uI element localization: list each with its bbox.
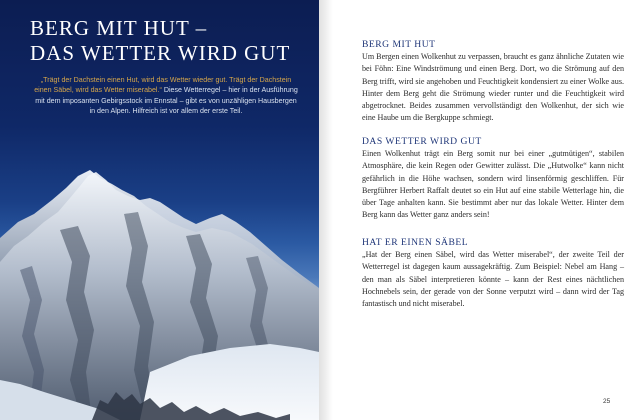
section-das-wetter-wird-gut [362, 136, 624, 222]
section-body: „Hat der Berg einen Säbel, wird das Wetter miserabel“, der zweite Teil der Wetterregel ist dagegen kaum aussagekräftig. Zum Beispiel: Nebel am Hang – den man als Säbel interpretieren könnte – kann der Rest eines nächtlichen Hochnebels sein, der gerade von der Sonne verputzt wird – dann wird der Tag fantastisch und nicht miserabel. [362, 250, 624, 309]
right-page [319, 0, 638, 420]
title-line-1: BERG MIT HUT – [30, 16, 208, 40]
weather-rule-quote [32, 75, 300, 116]
section-heading: HAT ER EINEN SÄBEL [362, 237, 469, 248]
quote-rule-text: „Trägt der Dachstein einen Hut, wird das Wetter wieder gut. Trägt der Dachstein einen Säbel, wird das Wetter miserabel.“ [34, 76, 292, 95]
section-heading: DAS WETTER WIRD GUT [362, 136, 482, 147]
section-hat-er-einen-saebel [362, 237, 624, 310]
page-number: 25 [603, 398, 611, 405]
section-body: Einen Wolkenhut trägt ein Berg somit nur bei einer „gutmütigen“, stabilen Atmosphäre, die kein Regen oder Gewitter zulässt. Die „Hutwolke“ kann nicht gefährlich in die Höhe wachsen, sondern wird linsenförmig geschliffen. Für Bergführer Herbert Raffalt deutet so ein Hut auf eine stabile Wetterlage hin, die über Tage anhalten kann. Sie bestimmt aber nur das lokale Wetter. Hinter dem Berg kann das Wetter ganz anders sein! [362, 149, 624, 220]
book-gutter [319, 0, 333, 420]
section-body: Um Bergen einen Wolkenhut zu verpassen, braucht es ganz ähnliche Zutaten wie bei Föhn: Eine Windströmung und einen Berg. Dort, wo die Strömung auf den Berg trifft, wird sie angehoben und Feuchtigkeit kondensiert zu einer Wolke aus. Hinter dem Berg geht die Strömung wieder runter und die Feuchtigkeit wird abgetrocknet. Beides zusammen vervollständigt den Wolkenhut, der sich wie eine Haube um die Bergkuppe schmiegt. [362, 52, 625, 123]
quote-explanation-text: Diese Wetterregel – hier in der Ausführung mit dem imposanten Gebirgsstock im Ennstal – gibt es von unzähligen Hausbergen in den Alpen. Hilfreich ist vor allem der erste Teil. [35, 86, 298, 115]
section-berg-mit-hut [362, 39, 624, 125]
title-line-2: DAS WETTER WIRD GUT [30, 41, 291, 65]
section-heading: BERG MIT HUT [362, 39, 436, 50]
left-page-title [30, 16, 310, 66]
